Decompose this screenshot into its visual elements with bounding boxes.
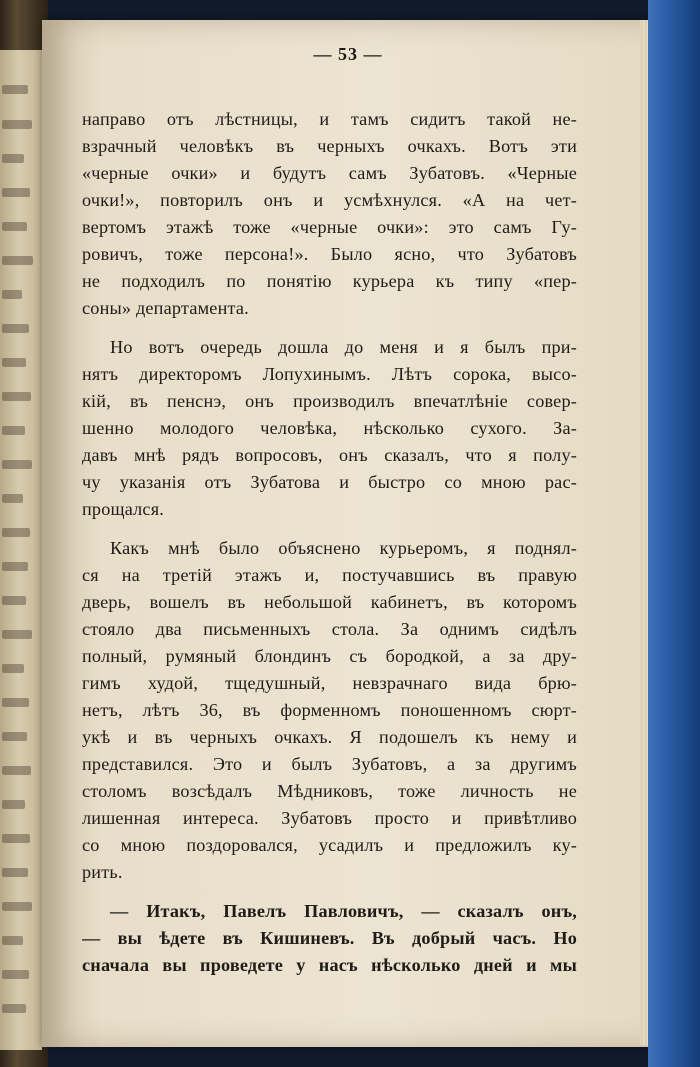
text-line: кій, въ пенснэ, онъ производилъ впечатлѣніе совер- [82,391,577,411]
page-number: — 53 — [313,44,383,64]
facing-page-text-fragment [2,358,26,367]
facing-page-text-fragment [2,664,24,673]
text-line: шенно молодого человѣка, нѣсколько сухого. За- [82,418,577,438]
text-line: вертомъ этажѣ тоже «черные очки»: это самъ Гу- [82,217,577,237]
facing-page-text-fragment [2,766,31,775]
text-line: Но вотъ очередь дошла до меня и я былъ при- [110,337,577,357]
book-cover [648,0,700,1067]
text-line: взрачный человѣкъ въ черныхъ очкахъ. Вотъ эти [82,136,577,156]
facing-page-text-fragment [2,392,31,401]
facing-page-text-fragment [2,188,30,197]
text-line: ся на третій этажъ и, постучавшись въ правую [82,565,577,585]
text-line: направо отъ лѣстницы, и тамъ сидитъ такой не- [82,109,577,129]
text-line: соны» департамента. [82,298,249,318]
text-line: ровичъ, тоже персона!». Было ясно, что Зубатовъ [82,244,577,264]
text-line: гимъ худой, тщедушный, невзрачнаго вида брю- [82,673,577,693]
text-line: укѣ и въ черныхъ очкахъ. Я подошелъ къ нему и [82,727,577,747]
facing-page-text-fragment [2,562,28,571]
text-line: нятъ директоромъ Лопухинымъ. Лѣтъ сорока, высо- [82,364,577,384]
text-line: представился. Это и былъ Зубатовъ, а за другимъ [82,754,577,774]
text-line: рить. [82,862,123,882]
facing-page-text-fragment [2,324,29,333]
facing-page-text-fragment [2,698,29,707]
text-line: нетъ, лѣтъ 36, въ форменномъ поношенномъ сюрт- [82,700,577,720]
facing-page-text-fragment [2,290,22,299]
paragraph-gap [82,886,577,898]
text-line: столомъ возсѣдалъ Мѣдниковъ, тоже личность не [82,781,577,801]
text-line: стояло два письменныхъ стола. За однимъ сидѣлъ [82,619,577,639]
facing-page-text-fragment [2,936,23,945]
paragraph-gap [82,322,577,334]
book-page [42,20,654,1047]
text-line: не подходилъ по понятію курьера къ типу «пер- [82,271,577,291]
facing-page-text-fragment [2,1004,26,1013]
paragraph-gap [82,523,577,535]
page-text [82,106,577,979]
facing-page-edge [0,50,42,1050]
text-line: дверь, вошелъ въ небольшой кабинетъ, въ которомъ [82,592,577,612]
facing-page-text-fragment [2,85,28,94]
text-line: прощался. [82,499,165,519]
facing-page-text-fragment [2,732,27,741]
text-line: чу указанія отъ Зубатова и быстро со мною рас- [82,472,577,492]
facing-page-text-fragment [2,256,33,265]
facing-page-text-fragment [2,800,25,809]
text-line: — Итакъ, Павелъ Павловичъ, — сказалъ онъ, [110,901,577,921]
text-line: Какъ мнѣ было объяснено курьеромъ, я поднял- [110,538,577,558]
text-line: «черные очки» и будутъ самъ Зубатовъ. «Черные [82,163,577,183]
facing-page-text-fragment [2,834,30,843]
facing-page-text-fragment [2,868,28,877]
text-line: полный, румяный блондинъ съ бородкой, а за дру- [82,646,577,666]
facing-page-text-fragment [2,630,32,639]
facing-page-text-fragment [2,596,26,605]
text-line: — вы ѣдете въ Кишиневъ. Въ добрый часъ. Но [82,928,577,948]
facing-page-text-fragment [2,154,24,163]
facing-page-text-fragment [2,970,29,979]
text-line: лишенная интереса. Зубатовъ просто и привѣтливо [82,808,577,828]
facing-page-text-fragment [2,528,30,537]
facing-page-text-fragment [2,120,32,129]
text-line: давъ мнѣ рядъ вопросовъ, онъ сказалъ, что я полу- [82,445,577,465]
facing-page-text-fragment [2,426,25,435]
facing-page-text-fragment [2,902,32,911]
text-line: очки!», повторилъ онъ и усмѣхнулся. «А на чет- [82,190,577,210]
facing-page-text-fragment [2,222,27,231]
text-line: со мною поздоровался, усадилъ и предложилъ ку- [82,835,577,855]
facing-page-text-fragment [2,494,23,503]
text-line: сначала вы проведете у насъ нѣсколько дней и мы [82,955,577,975]
facing-page-text-fragment [2,460,32,469]
